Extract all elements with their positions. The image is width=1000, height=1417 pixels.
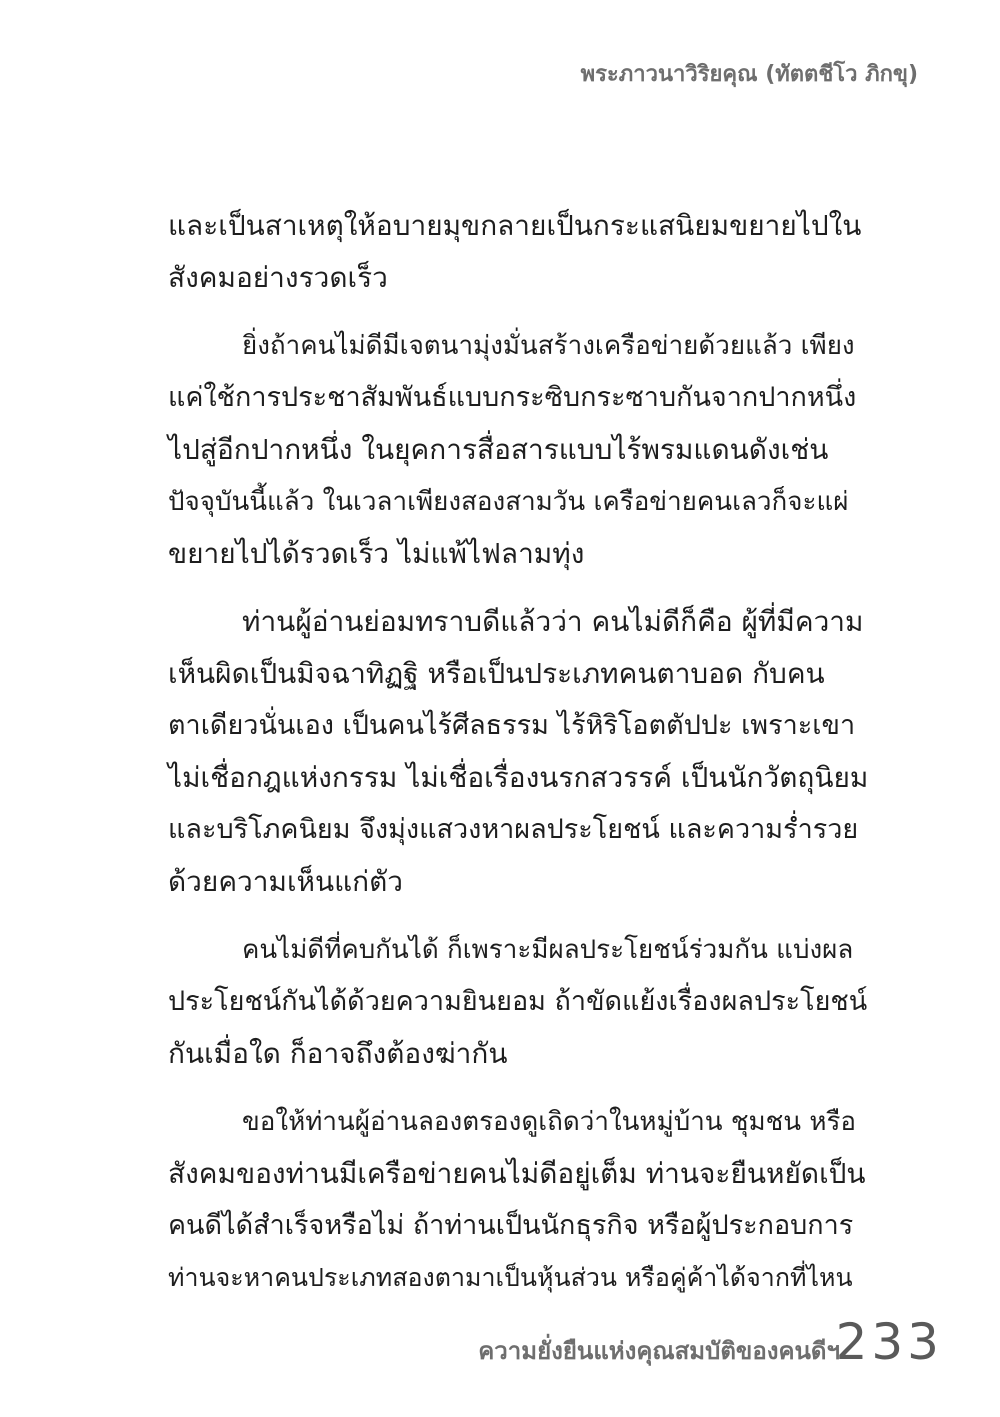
paragraph-2-line-2: แค่ใช้การประชาสัมพันธ์แบบกระซิบกระซาบกันจากปากหนึ่ง: [168, 382, 857, 413]
paragraph-5-line-2: สังคมของท่านมีเครือข่ายคนไม่ดีอยู่เต็ม ท่านจะยืนหยัดเป็น: [168, 1157, 866, 1190]
paragraph-4-line-2: ประโยชน์กันได้ด้วยความยินยอม ถ้าขัดแย้งเรื่องผลประโยชน์: [168, 986, 868, 1017]
paragraph-5-line-1: ขอให้ท่านผู้อ่านลองตรองดูเถิดว่าในหมู่บ้าน ชุมชน หรือ: [242, 1107, 857, 1137]
paragraph-4-line-3: กันเมื่อใด ก็อาจถึงต้องฆ่ากัน: [168, 1037, 508, 1070]
paragraph-3-line-5: และบริโภคนิยม จึงมุ่งแสวงหาผลประโยชน์ และความร่ำรวย: [168, 814, 859, 845]
footer-book-title: ความยั่งยืนแห่งคุณสมบัติของคนดีฯ: [478, 1337, 840, 1365]
paragraph-3-line-4: ไม่เชื่อกฎแห่งกรรม ไม่เชื่อเรื่องนรกสวรรค์ เป็นนักวัตถุนิยม: [168, 761, 869, 794]
running-header: พระภาวนาวิริยคุณ (ทัตตชีโว ภิกขุ): [580, 62, 918, 87]
paragraph-1-line-1: และเป็นสาเหตุให้อบายมุขกลายเป็นกระแสนิยมขยายไปใน: [168, 209, 862, 242]
paragraph-3-line-2: เห็นผิดเป็นมิจฉาทิฏฐิ หรือเป็นประเภทคนตาบอด กับคน: [168, 657, 825, 690]
paragraph-2-line-5: ขยายไปได้รวดเร็ว ไม่แพ้ไฟลามทุ่ง: [168, 537, 585, 570]
paragraph-3-line-6: ด้วยความเห็นแก่ตัว: [168, 865, 404, 898]
paragraph-4-line-1: คนไม่ดีที่คบกันได้ ก็เพราะมีผลประโยชน์ร่วมกัน แบ่งผล: [242, 935, 854, 965]
paragraph-2-line-1: ยิ่งถ้าคนไม่ดีมีเจตนามุ่งมั่นสร้างเครือข่ายด้วยแล้ว เพียง: [242, 331, 855, 361]
page-number: 233: [835, 1313, 943, 1371]
paragraph-5-line-3: คนดีได้สำเร็จหรือไม่ ถ้าท่านเป็นนักธุรกิจ หรือผู้ประกอบการ: [168, 1210, 854, 1241]
paragraph-2-line-3: ไปสู่อีกปากหนึ่ง ในยุคการสื่อสารแบบไร้พรมแดนดังเช่น: [168, 433, 829, 466]
paragraph-1-line-2: สังคมอย่างรวดเร็ว: [168, 261, 388, 294]
paragraph-3-line-3: ตาเดียวนั่นเอง เป็นคนไร้ศีลธรรม ไร้หิริโอตตัปปะ เพราะเขา: [168, 710, 856, 741]
paragraph-5-line-4: ท่านจะหาคนประเภทสองตามาเป็นหุ้นส่วน หรือคู่ค้าได้จากที่ไหน: [168, 1263, 853, 1292]
paragraph-3-line-1: ท่านผู้อ่านย่อมทราบดีแล้วว่า คนไม่ดีก็คือ ผู้ที่มีความ: [242, 605, 864, 638]
paragraph-2-line-4: ปัจจุบันนี้แล้ว ในเวลาเพียงสองสามวัน เครือข่ายคนเลวก็จะแผ่: [168, 487, 849, 517]
